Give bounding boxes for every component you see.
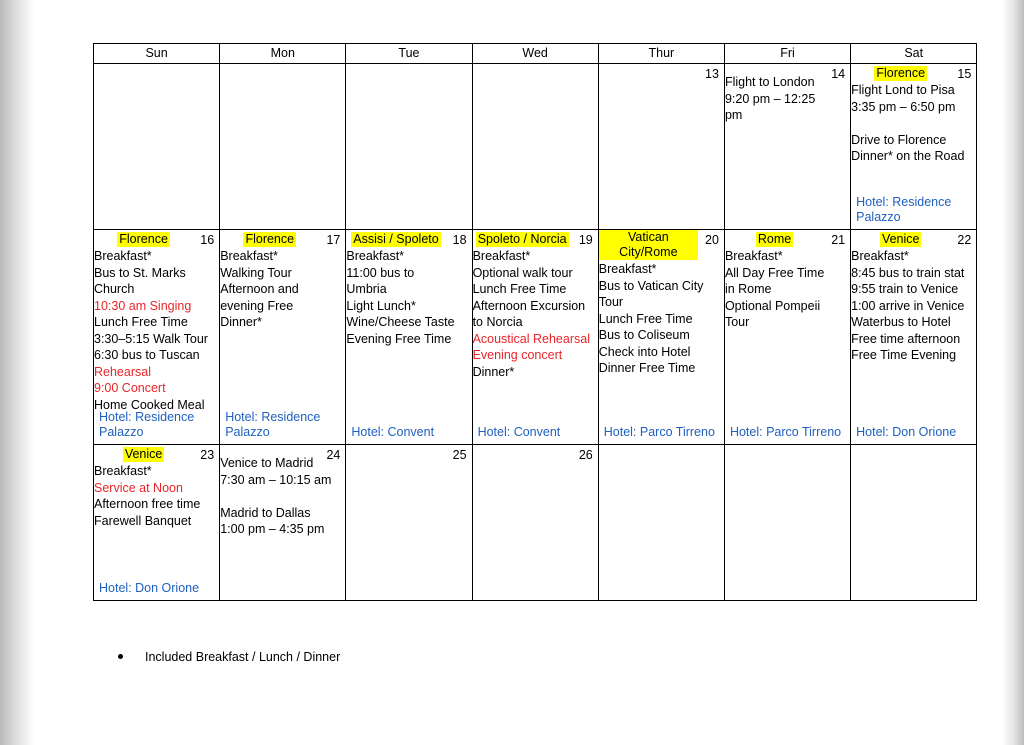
weekday-header-mon: Mon — [220, 44, 346, 64]
calendar-body — [94, 64, 977, 601]
day-activity-line: Lunch Free Time — [94, 315, 188, 329]
calendar-header-row — [94, 44, 977, 64]
calendar-day-13[interactable] — [598, 64, 724, 230]
calendar-day-empty[interactable] — [598, 445, 724, 601]
day-activity-line: Free Time Evening — [851, 348, 957, 362]
day-city-label: Venice — [124, 447, 163, 461]
calendar-day-21[interactable] — [724, 230, 850, 445]
day-activity-line: 1:00 pm – 4:35 pm — [220, 522, 325, 536]
calendar-day-24[interactable] — [220, 445, 346, 601]
day-activity-line: Tour — [724, 315, 750, 329]
weekday-header-thur: Thur — [598, 44, 724, 64]
day-activity-line: Lunch Free Time — [598, 311, 693, 326]
day-activity-line: Bus to Vatican City — [598, 278, 704, 293]
day-activity-line: Optional walk tour — [472, 265, 573, 280]
day-activity-line: 1:00 arrive in Venice — [851, 298, 965, 313]
day-activity-line: Evening Free Time — [346, 331, 452, 346]
day-activity-line: 9:55 train to Venice — [851, 282, 959, 296]
day-activity-line: Bus to Coliseum — [598, 328, 690, 342]
day-city-label: Florence — [245, 232, 295, 246]
bullet-icon — [118, 654, 123, 659]
calendar-day-19[interactable] — [472, 230, 598, 445]
day-activity-line: All Day Free Time — [724, 265, 825, 280]
day-activity-line: in Rome — [724, 282, 772, 296]
day-activity-line: Umbria — [346, 282, 387, 296]
day-activity-line: Bus to St. Marks — [94, 265, 186, 280]
day-activity-line: Rehearsal — [94, 364, 151, 379]
day-activity-line: 10:30 am Singing — [94, 298, 192, 313]
calendar-day-26[interactable] — [472, 445, 598, 601]
day-activity-line: Evening concert — [472, 348, 563, 362]
calendar-day-22[interactable] — [851, 230, 977, 445]
weekday-header-wed: Wed — [472, 44, 598, 64]
day-activity-line: Drive to Florence — [851, 132, 947, 147]
day-activity-line: Acoustical Rehearsal — [472, 331, 590, 346]
calendar-day-14[interactable] — [724, 64, 850, 230]
day-number: 22 — [957, 233, 972, 247]
day-number: 20 — [705, 233, 719, 247]
calendar-week-row — [94, 230, 977, 445]
day-activity-line: Wine/Cheese Taste — [346, 315, 455, 329]
day-activity-line: Venice to Madrid — [220, 456, 314, 470]
day-activity-line: 8:45 bus to train stat — [851, 265, 965, 280]
calendar-day-empty[interactable] — [220, 64, 346, 230]
day-activity-line: Breakfast* — [94, 249, 152, 263]
day-activity-line: Dinner* on the Road — [851, 149, 965, 163]
day-hotel-label: Hotel: Don Orione — [99, 581, 200, 595]
itinerary-calendar — [93, 43, 977, 601]
day-hotel-label: Hotel: Residence Palazzo — [99, 410, 195, 439]
day-activity-line: Tour — [598, 295, 624, 309]
day-activity-line: Breakfast* — [851, 249, 909, 263]
calendar-day-25[interactable] — [346, 445, 472, 601]
day-number: 23 — [200, 448, 215, 462]
day-number: 25 — [452, 448, 467, 462]
day-activity-line: 7:30 am – 10:15 am — [220, 472, 332, 487]
day-activity-line: Flight Lond to Pisa — [851, 83, 955, 97]
day-activity-line: pm — [724, 108, 743, 122]
day-number: 14 — [831, 67, 846, 81]
calendar-day-empty[interactable] — [851, 445, 977, 601]
weekday-header-tue: Tue — [346, 44, 472, 64]
calendar-day-empty[interactable] — [472, 64, 598, 230]
day-activity-line: 9:00 Concert — [94, 381, 166, 395]
day-number: 24 — [326, 448, 341, 462]
day-activity-line: Dinner Free Time — [598, 361, 696, 375]
calendar-day-empty[interactable] — [94, 64, 220, 230]
day-activity-line: Service at Noon — [94, 480, 183, 495]
day-activity-line: Light Lunch* — [346, 298, 416, 313]
day-number: 21 — [831, 233, 846, 247]
day-activity-line: 3:35 pm – 6:50 pm — [851, 99, 956, 114]
calendar-day-15[interactable] — [851, 64, 977, 230]
day-number: 17 — [326, 233, 341, 247]
day-activity-line: Afternoon free time — [94, 497, 201, 511]
day-activity-line: evening Free — [220, 298, 294, 313]
calendar-day-23[interactable] — [94, 445, 220, 601]
day-activity-line: Breakfast* — [220, 249, 278, 263]
day-activity-line: Breakfast* — [472, 249, 531, 263]
day-activity-line: Church — [94, 282, 135, 296]
day-activity-line: 11:00 bus to — [346, 265, 415, 280]
day-hotel-label: Hotel: Residence Palazzo — [856, 195, 952, 224]
day-activity-line: Breakfast* — [346, 249, 405, 263]
legend-label: Included Breakfast / Lunch / Dinner — [145, 650, 341, 664]
day-city-label: Assisi / Spoleto — [353, 232, 439, 246]
day-number: 19 — [578, 233, 593, 247]
day-city-label: Florence — [119, 232, 168, 246]
day-city-label: Venice — [881, 232, 920, 246]
day-hotel-label: Hotel: Residence Palazzo — [225, 410, 321, 439]
day-number: 16 — [200, 233, 215, 247]
day-hotel-label: Hotel: Convent — [477, 425, 561, 439]
day-activity-line: 6:30 bus to Tuscan — [94, 348, 200, 362]
day-activity-line: Free time afternoon — [851, 331, 961, 346]
day-activity-line — [851, 115, 976, 132]
calendar-week-row — [94, 445, 977, 601]
calendar-day-18[interactable] — [346, 230, 472, 445]
day-hotel-label: Hotel: Convent — [351, 425, 435, 439]
day-number: 18 — [452, 233, 467, 247]
day-activity-line: Waterbus to Hotel — [851, 315, 951, 329]
day-activity-line: Madrid to Dallas — [220, 505, 311, 520]
day-activity-line — [220, 488, 345, 505]
calendar-day-empty[interactable] — [346, 64, 472, 230]
day-activity-line: 9:20 pm – 12:25 — [724, 91, 816, 106]
day-activity-line: Optional Pompeii — [724, 298, 821, 313]
day-number: 15 — [957, 67, 972, 81]
day-city-label: Rome — [757, 232, 792, 246]
day-activity-line: Farewell Banquet — [94, 513, 192, 528]
day-activity-line: Breakfast* — [724, 249, 783, 263]
day-hotel-label: Hotel: Don Orione — [856, 425, 957, 439]
day-number: 26 — [578, 448, 593, 462]
day-activity-line: 3:30–5:15 Walk Tour — [94, 331, 208, 346]
calendar-week-row — [94, 64, 977, 230]
day-activity-line: Flight to London — [724, 75, 815, 89]
day-activity-line: Walking Tour — [220, 265, 292, 280]
day-activity-line: Breakfast* — [94, 464, 152, 478]
day-activity-line: Afternoon and — [220, 282, 299, 296]
weekday-header-sun: Sun — [94, 44, 220, 64]
day-activity-line: Afternoon Excursion — [472, 298, 586, 313]
day-hotel-label: Hotel: Parco Tirreno — [729, 425, 842, 439]
day-activity-line: to Norcia — [472, 315, 523, 329]
day-city-label: Vatican City/Rome — [599, 230, 698, 260]
calendar-day-16[interactable] — [94, 230, 220, 445]
day-number: 13 — [705, 67, 719, 81]
calendar-day-20[interactable] — [598, 230, 724, 445]
day-activity-line: Lunch Free Time — [472, 282, 567, 296]
day-activity-line: Breakfast* — [598, 262, 657, 276]
day-activity-line: Dinner* — [472, 364, 515, 379]
weekday-header-fri: Fri — [724, 44, 850, 64]
day-city-label: Spoleto / Norcia — [477, 232, 567, 246]
day-activity-line: Home Cooked Meal — [94, 397, 205, 412]
scan-shadow — [1002, 610, 1024, 745]
calendar-table — [93, 43, 977, 601]
day-activity-line: Dinner* — [220, 315, 262, 329]
weekday-header-sat: Sat — [851, 44, 977, 64]
day-city-label: Florence — [876, 66, 926, 80]
calendar-day-17[interactable] — [220, 230, 346, 445]
calendar-day-empty[interactable] — [724, 445, 850, 601]
legend — [110, 650, 340, 664]
day-activity-line: Check into Hotel — [598, 344, 691, 359]
day-hotel-label: Hotel: Parco Tirreno — [603, 425, 715, 439]
